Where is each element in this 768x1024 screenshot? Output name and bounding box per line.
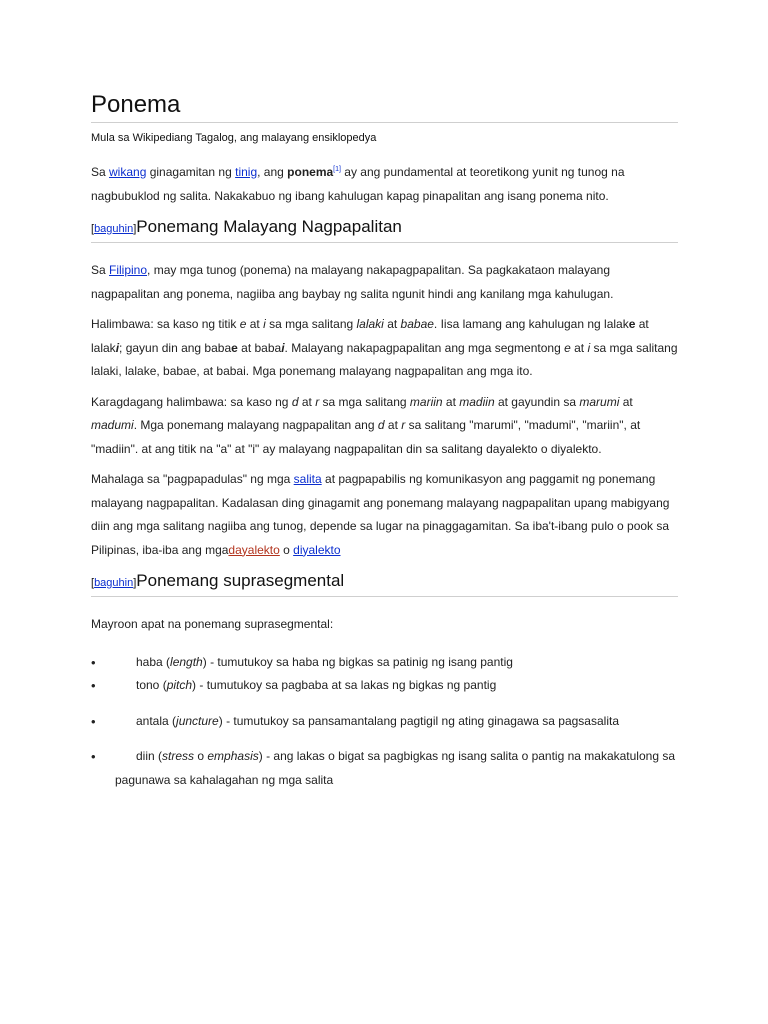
bullet-icon: • [91, 749, 96, 764]
link-filipino[interactable]: Filipino [109, 263, 148, 277]
site-subtitle: Mula sa Wikipediang Tagalog, ang malayang ensiklopedya [91, 132, 377, 144]
list-item: • tono (pitch) - tumutukoy sa pagbaba at sa lakas ng bigkas ng pantig [91, 674, 678, 698]
paragraph-karagdagang-halimbawa: Karagdagang halimbawa: sa kaso ng d at r sa mga salitang mariin at madiin at gayundin sa marumi at madumi. Mga ponemang malayang nagpapalitan ang d at r sa salitang "marumi", "madumi", "mariin", at "madiin". at ang titik na "a" at "i" ay malayang nagpapalitan din sa salitang dayalekto o diyalekto. [91, 394, 641, 456]
bullet-icon: • [91, 678, 96, 693]
section-title: Ponemang suprasegmental [136, 571, 345, 590]
list-item: • antala (juncture) - tumutukoy sa pansamantalang pagtigil ng ating ginagawa sa pagsasalita [91, 710, 678, 734]
link-wikang[interactable]: wikang [109, 165, 147, 179]
intro-paragraph: Sa wikang ginagamitan ng tinig, ang ponema[1] ay ang pundamental at teoretikong yunit ng tunog na nagbubuklod ng salita. Nakakabuo ng ibang kahulugan kapag pinapalitan ang isang ponema nito. [91, 165, 625, 203]
link-tinig[interactable]: tinig [235, 165, 258, 179]
edit-section-link[interactable]: [baguhin] [91, 223, 137, 235]
paragraph-suprasegmental-intro: Mayroon apat na ponemang suprasegmental: [91, 617, 334, 631]
paragraph-halimbawa: Halimbawa: sa kaso ng titik e at i sa mga salitang lalaki at babae. Iisa lamang ang kahulugan ng lalake at lalaki; gayun din ang babae at babai. Malayang nakapagpapalitan ang mga segmentong e at i sa mga salitang lalaki, lalake, babae, at babai. Mga ponemang malayang nagpapalitan ang mga ito. [91, 317, 678, 378]
term-ponema: ponema [287, 165, 334, 179]
section-heading-suprasegmental [91, 569, 678, 597]
bullet-icon: • [91, 654, 96, 670]
paragraph-filipino: Sa Filipino, may mga tunog (ponema) na malayang nakapagpapalitan. Sa pagkakataon malayang nagpapalitan ang ponema, nagiiba ang baybay ng salita ngunit hindi ang kanilang mga kahulugan. [91, 263, 614, 301]
section-heading-malayang-nagpapalitan [91, 215, 678, 243]
list-item: • haba (length) - tumutukoy sa haba ng bigkas sa patinig ng isang pantig [91, 651, 678, 675]
page-title: Ponema [91, 90, 678, 123]
link-salita[interactable]: salita [293, 472, 322, 486]
suprasegmental-list [91, 651, 678, 793]
list-item: • diin (stress o emphasis) - ang lakas o bigat sa pagbigkas ng isang salita o pantig na makakatulong sa pagunawa sa kahalagahan ng mga salita [91, 745, 678, 792]
bullet-icon: • [91, 713, 96, 729]
reference-1[interactable]: [1] [333, 166, 341, 173]
article [91, 90, 678, 792]
section-title: Ponemang Malayang Nagpapalitan [136, 217, 402, 236]
link-diyalekto[interactable]: diyalekto [293, 542, 341, 557]
paragraph-mahalaga: Mahalaga sa "pagpapadulas" ng mga salita at pagpapabilis ng komunikasyon ang paggamit ng ponemang malayang nagpapalitan. Kadalasan ding ginagamit ang ponemang malayang nagpapalitan upang mabigyang diin ang mga salitang nagiiba ang tunog, depende sa lugar na pinaggagamitan. Sa iba't-ibang pulo o pook sa Pilipinas, iba-iba ang mgadayalekto o diyalekto [91, 472, 670, 557]
edit-section-link[interactable]: [baguhin] [91, 577, 137, 589]
link-dayalekto[interactable]: dayalekto [228, 542, 280, 557]
